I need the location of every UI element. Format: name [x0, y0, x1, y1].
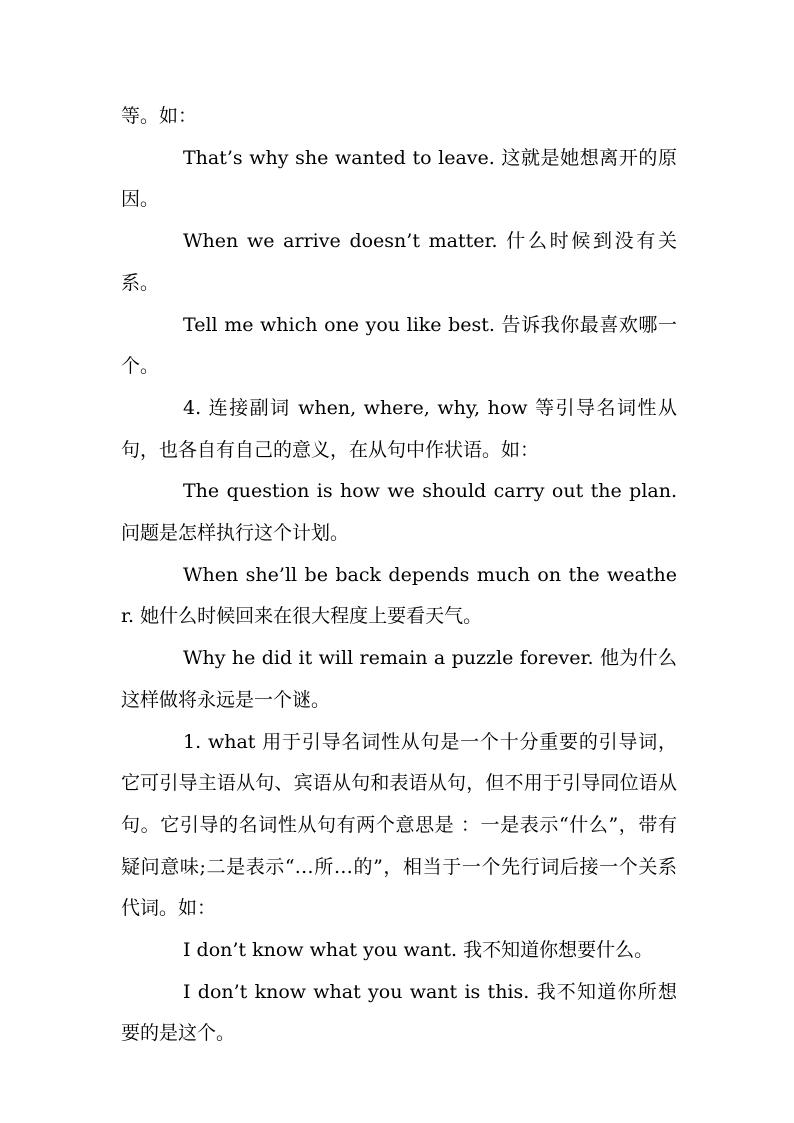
example-sentence: I don’t know what you want is this. 我不知道你所想要的是这个。 — [121, 980, 677, 1045]
example-sentence: When she’ll be back depends much on the weather. 她什么时候回来在很大程度上要看天气。 — [121, 563, 677, 628]
rule-paragraph-what: 1. what 用于引导名词性从句是一个十分重要的引导词，它可引导主语从句、宾语从句和表语从句，但不用于引导同位语从句。它引导的名词性从句有两个意思是 ：一是表示“什么”，带有疑问意味;二是表示“…所…的”，相当于一个先行词后接一个关系代词。如： — [121, 730, 677, 920]
example-sentence: Why he did it will remain a puzzle forever. 他为什么这样做将永远是一个谜。 — [121, 647, 677, 711]
example-sentence: When we arrive doesn’t matter. 什么时候到没有关系。 — [121, 230, 677, 294]
paragraph-intro-continuation: 等。如： — [121, 105, 198, 127]
rule-paragraph-conjunctive-adverbs: 4. 连接副词 when, where, why, how 等引导名词性从句，也各自有自己的意义，在从句中作状语。如： — [121, 396, 677, 461]
example-sentence: I don’t know what you want. 我不知道你想要什么。 — [183, 939, 654, 962]
document-body — [121, 96, 677, 1055]
example-sentence: That’s why she wanted to leave. 这就是她想离开的原因。 — [121, 146, 677, 211]
example-sentence: The question is how we should carry out the plan. 问题是怎样执行这个计划。 — [121, 480, 677, 545]
example-sentence: Tell me which one you like best. 告诉我你最喜欢哪一个。 — [121, 313, 677, 378]
